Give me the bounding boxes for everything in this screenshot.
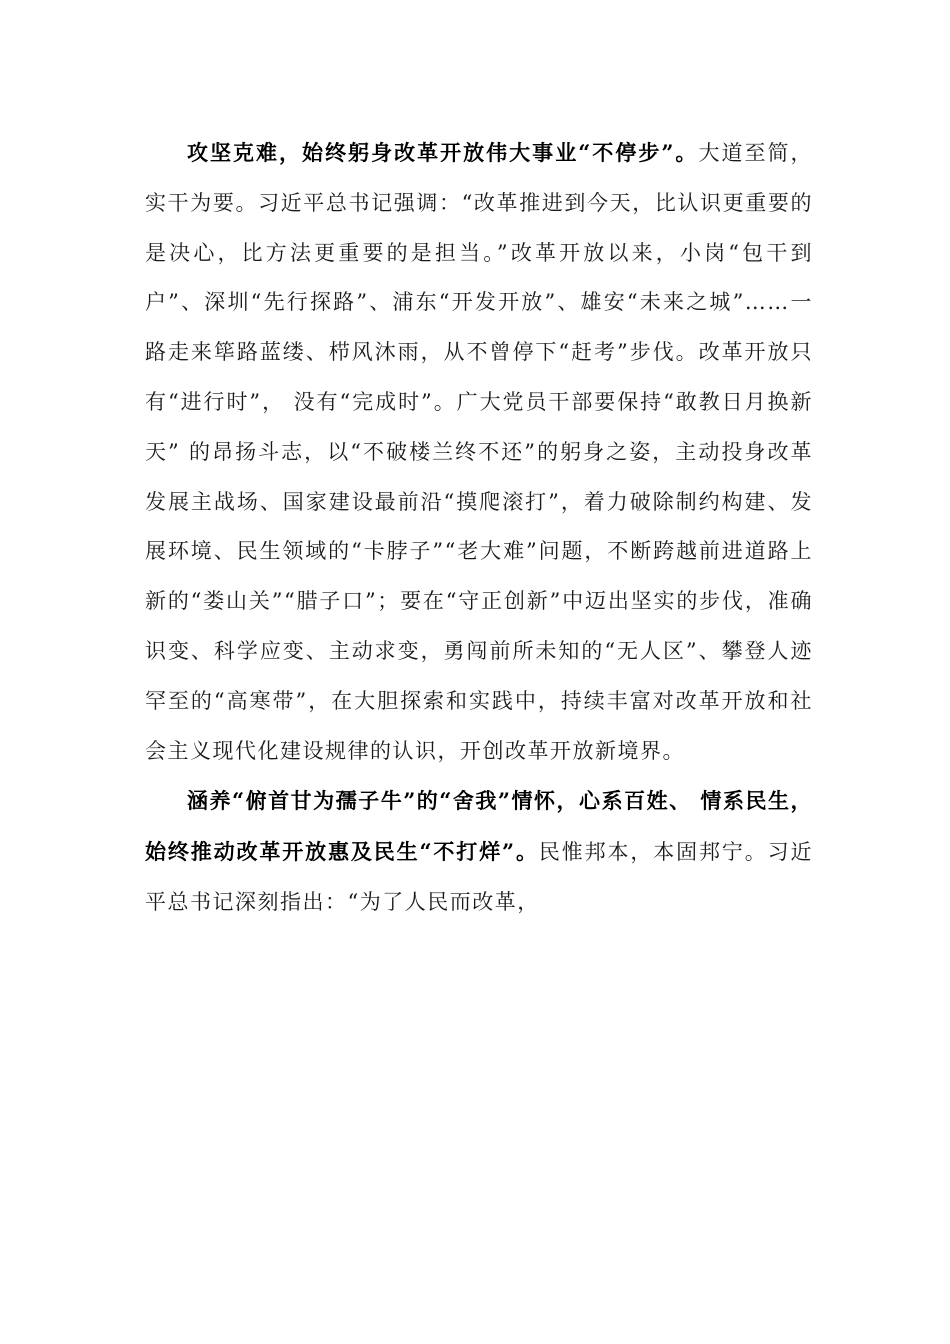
paragraph-2-text: 民惟邦本，本固邦宁。习近平总书记深刻指出：“为了人民而改革， bbox=[145, 840, 813, 914]
paragraph-1-text: 大道至简，实干为要。习近平总书记强调：“改革推进到今天，比认识更重要的是决心，比方法更重要的是担当。”改革开放以来，小岗“包干到户”、深圳“先行探路”、浦东“开发开放”、雄安“未来之城”……一路走来筚路蓝缕、栉风沐雨，从不曾停下“赶考”步伐。改革开放只有“进行时”， 没有“完成时”。广大党员干部要保持“敢教日月换新天” 的昂扬斗志，以“不破楼兰终不还”的躬身之姿，主动投身改革发展主战场、国家建设最前沿“摸爬滚打”，着力破除制约构建、发展环境、民生领域的“卡脖子”“老大难”问题，不断跨越前进道路上新的“娄山关”“腊子口”；要在“守正创新”中迈出坚实的步伐，准确识变、科学应变、主动求变，勇闯前所未知的“无人区”、攀登人迹罕至的“高寒带”，在大胆探索和实践中，持续丰富对改革开放和社会主义现代化建设规律的认识，开创改革开放新境界。 bbox=[145, 141, 813, 763]
document-body bbox=[145, 128, 813, 928]
paragraph-2-heading: 涵养“俯首甘为孺子牛”的“舍我”情怀，心系百姓、 情系民生，始终推动改革开放惠及民生“不打烊”。 bbox=[145, 788, 813, 865]
paragraph-2 bbox=[145, 776, 813, 927]
paragraph-1-heading: 攻坚克难，始终躬身改革开放伟大事业“不停步”。 bbox=[187, 140, 699, 165]
paragraph-1 bbox=[145, 128, 813, 776]
